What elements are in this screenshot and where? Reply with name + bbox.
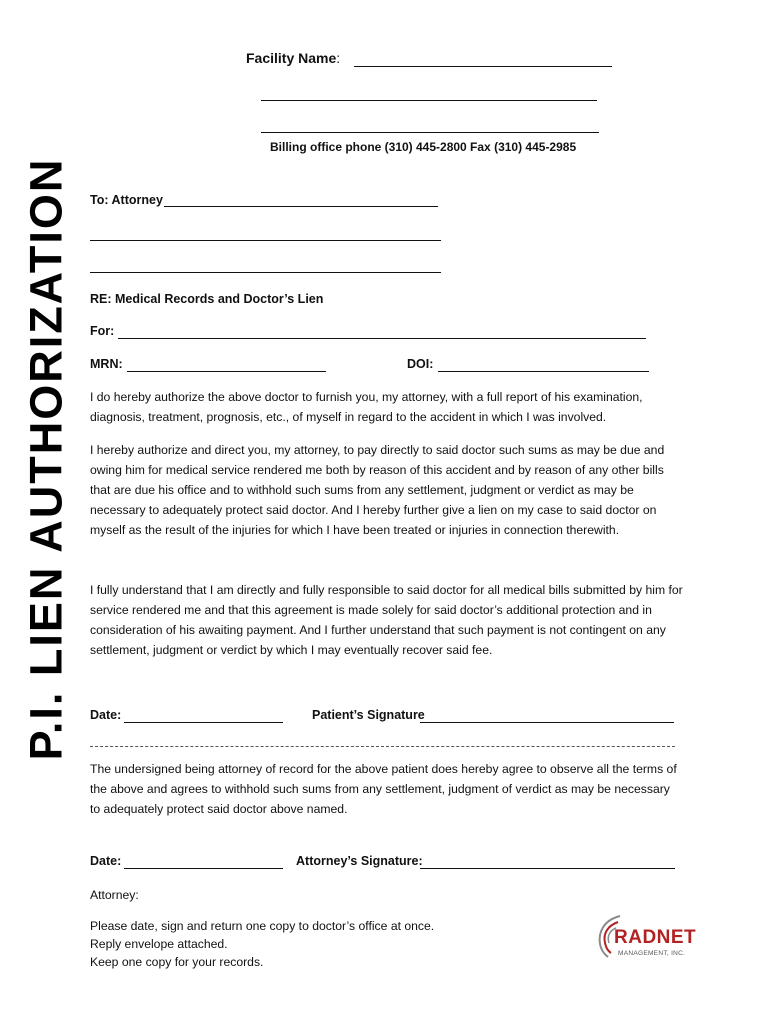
radnet-logo	[594, 910, 697, 966]
mrn-label: MRN:	[90, 357, 123, 371]
patient-date-field[interactable]	[124, 722, 283, 723]
attorney-date-field[interactable]	[124, 868, 283, 869]
side-title	[16, 128, 76, 790]
for-field[interactable]	[118, 338, 646, 339]
authorization-paragraph-1: I do hereby authorize the above doctor to furnish you, my attorney, with a full report of his examination, diagnosis, treatment, prognosis, etc., of myself in regard to the accident in which I was involved.	[90, 390, 643, 424]
footer-line-2: Reply envelope attached.	[90, 937, 228, 951]
attorney-signature-field[interactable]	[420, 868, 675, 869]
attorney-label: Attorney:	[90, 888, 139, 902]
patient-date-label: Date:	[90, 708, 122, 722]
facility-name-field[interactable]	[354, 66, 612, 67]
separator-dashed-line	[90, 746, 675, 747]
radnet-brand-text: RADNET	[614, 927, 697, 948]
doi-field[interactable]	[438, 371, 649, 372]
side-title-text: P.I. LIEN AUTHORIZATION	[20, 157, 71, 761]
authorization-paragraph-2: I hereby authorize and direct you, my attorney, to pay directly to said doctor such sums as may be due and owing him for medical service rendered me both by reason of this accident and by reason of any other bills that are due his office and to withhold such sums from any settlement, judgment or verdict as may be necessary to adequately protect said doctor. And I hereby further give a lien on my case to said doctor on myself as the result of the injuries for which I have been treated or injuries in connection therewith.	[90, 443, 665, 537]
attorney-date-label: Date:	[90, 854, 122, 868]
for-label: For:	[90, 324, 115, 338]
footer-line-1: Please date, sign and return one copy to doctor’s office at once.	[90, 919, 435, 933]
to-attorney-label: To: Attorney	[90, 193, 163, 207]
attorney-name-field[interactable]	[164, 206, 438, 207]
facility-name-row: Facility Name:	[246, 50, 341, 66]
facility-address-line-1[interactable]	[261, 100, 597, 101]
doi-label: DOI:	[407, 357, 434, 371]
billing-office-line: Billing office phone (310) 445-2800 Fax (310) 445-2985	[270, 140, 577, 154]
footer-line-3: Keep one copy for your records.	[90, 955, 264, 969]
mrn-field[interactable]	[127, 371, 326, 372]
radnet-sub-text: MANAGEMENT, INC.	[618, 950, 686, 957]
authorization-paragraph-3: I fully understand that I am directly and fully responsible to said doctor for all medical bills submitted by him for service rendered me and that this agreement is made solely for said doctor’s additional protection and in consideration of his awaiting payment. And I further understand that such payment is not contingent on any settlement, judgment or verdict by which I may eventually recover said fee.	[90, 583, 683, 657]
attorney-signature-label: Attorney’s Signature:	[296, 854, 423, 868]
patient-signature-label: Patient’s Signature	[312, 708, 425, 722]
attorney-agreement-paragraph: The undersigned being attorney of record for the above patient does hereby agree to observe all the terms of the above and agrees to withhold such sums from any settlement, judgment of verdict as may be necessary to adequately protect said doctor above named.	[90, 762, 677, 816]
patient-signature-field[interactable]	[420, 722, 674, 723]
attorney-address-line-1[interactable]	[90, 240, 441, 241]
facility-name-label: Facility Name	[246, 50, 337, 66]
re-line: RE: Medical Records and Doctor’s Lien	[90, 292, 324, 306]
attorney-address-line-2[interactable]	[90, 272, 441, 273]
facility-address-line-2[interactable]	[261, 132, 599, 133]
